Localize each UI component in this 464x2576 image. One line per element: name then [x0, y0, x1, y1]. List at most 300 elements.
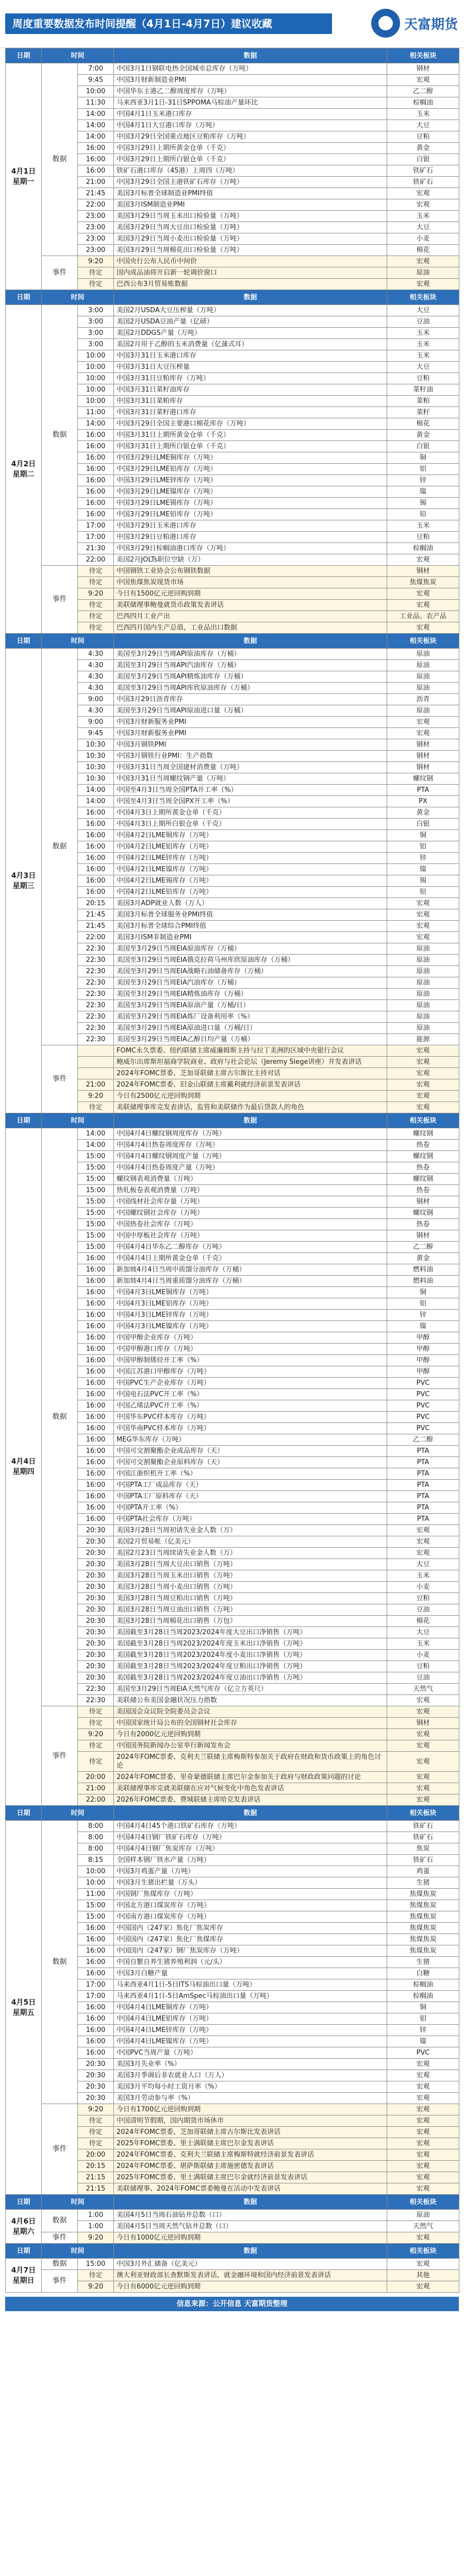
time-cell: 16:00 [78, 1934, 114, 1945]
type-cell-event: 事件 [42, 2270, 78, 2293]
time-cell: 8:00 [78, 1832, 114, 1843]
data-cell: 中国3月29日全国主港铁矿石库存（万吨） [114, 177, 387, 188]
data-cell: 中国3月29日LME镍库存（万吨） [114, 486, 387, 498]
variety-cell: 大豆 [387, 120, 459, 131]
time-cell: 16:00 [78, 509, 114, 520]
data-cell: 美国至3月29日当周EIA战略石油储备库存（万桶） [114, 966, 387, 977]
variety-cell: 燃料油 [387, 1264, 459, 1276]
time-cell: 23:00 [78, 245, 114, 256]
variety-cell: 宏观 [387, 1695, 459, 1706]
time-cell: 16:00 [78, 1514, 114, 1525]
time-cell: 16:00 [78, 1457, 114, 1468]
variety-cell: PTA [387, 1457, 459, 1468]
time-cell: 21:45 [78, 188, 114, 199]
variety-cell: 宏观 [387, 199, 459, 211]
variety-cell: PTA [387, 1514, 459, 1525]
variety-cell: 铝 [387, 841, 459, 853]
data-cell: 美国至3月29日当周API原油进口量（万桶） [114, 705, 387, 717]
time-cell: 16:00 [78, 441, 114, 452]
data-cell: 中国华东主港乙二醇周度库存（万吨） [114, 86, 387, 97]
col-header-date: 日期 [6, 1113, 42, 1128]
time-cell: 1:00 [78, 2221, 114, 2232]
time-cell: 15:00 [78, 1196, 114, 1208]
data-cell: 中国3月31日大豆压榨量 [114, 362, 387, 373]
time-cell: 16:00 [78, 1423, 114, 1434]
col-header-variety: 相关板块 [387, 48, 459, 63]
type-cell-event: 事件 [42, 256, 78, 290]
table-header-row [6, 2244, 459, 2259]
time-cell: 16:00 [78, 1344, 114, 1355]
variety-cell: 宏观 [387, 2138, 459, 2149]
variety-cell: 钢材 [387, 762, 459, 773]
data-cell: 2025年FOMC票委、里士满联储主席巴尔金发表讲话 [114, 2138, 387, 2149]
time-cell: 16:00 [78, 1491, 114, 1502]
data-cell: 美联储理事、2024年FOMC票委鲍曼在活动中发表讲话 [114, 2183, 387, 2195]
data-cell: MEG华东库存（万吨） [114, 1434, 387, 1446]
col-header-time: 时间 [42, 1113, 114, 1128]
data-cell: 中国3月31日上期所黄金仓单（千克） [114, 430, 387, 441]
variety-cell: 原油 [387, 966, 459, 977]
time-cell: 3:00 [78, 339, 114, 350]
variety-cell: 沥青 [387, 694, 459, 705]
day-cell [6, 2259, 42, 2293]
time-cell: 15:00 [78, 2259, 114, 2270]
day-weekday: 星期日 [12, 2276, 35, 2285]
data-cell: 马来西亚3月1日-31日SPPOMA马棕油产量环比 [114, 97, 387, 109]
col-header-date: 日期 [6, 48, 42, 63]
time-cell: 待定 [78, 1740, 114, 1752]
data-cell: 美国3月29日当周棉花出口检验量（万吨） [114, 245, 387, 256]
variety-cell: 豆粕 [387, 373, 459, 384]
day-cell [6, 1128, 42, 1806]
variety-cell: 豆油 [387, 316, 459, 328]
variety-cell: 铜 [387, 2002, 459, 2013]
variety-cell: 原油 [387, 1011, 459, 1023]
time-cell: 待定 [78, 611, 114, 622]
data-cell: 中国PVC当周产量（万吨） [114, 2047, 387, 2059]
data-cell: 中国国内（247家）钢厂焦炭库存（万吨） [114, 1945, 387, 1957]
variety-cell: 宏观 [387, 2081, 459, 2093]
data-cell: 中国乙烯法PVC开工率（%） [114, 1400, 387, 1412]
variety-cell: 原油 [387, 267, 459, 279]
variety-cell: 白银 [387, 154, 459, 165]
variety-cell: 焦煤焦炭 [387, 577, 459, 588]
time-cell: 9:20 [78, 588, 114, 600]
time-cell: 16:00 [78, 1310, 114, 1321]
data-cell: 中国4月3日LME镍库存（万吨） [114, 1321, 387, 1332]
time-cell: 14:00 [78, 418, 114, 430]
day-cell [6, 305, 42, 634]
time-cell: 16:00 [78, 830, 114, 841]
day-date: 4月2日 [11, 460, 36, 468]
time-cell: 22:30 [78, 966, 114, 977]
data-cell: 美国3月28日当周豆粕出口销售（万吨） [114, 1593, 387, 1604]
time-cell: 22:30 [78, 1695, 114, 1706]
variety-cell: 铅 [387, 509, 459, 520]
time-cell: 16:00 [78, 165, 114, 177]
variety-cell: 铁矿石 [387, 1855, 459, 1866]
variety-cell: 大豆 [387, 222, 459, 233]
variety-cell: 宏观 [387, 1102, 459, 1113]
time-cell: 21:45 [78, 909, 114, 921]
time-cell: 20:30 [78, 2070, 114, 2081]
time-cell: 16:00 [78, 819, 114, 830]
event-row [6, 2232, 459, 2244]
time-cell: 11:30 [78, 97, 114, 109]
data-cell: 中国3月29日全国主要港口棉花库存（万吨） [114, 418, 387, 430]
time-cell: 14:00 [78, 785, 114, 796]
data-cell: 中国PVC生产企业库存（万吨） [114, 1378, 387, 1389]
data-cell: 中国3月29日豆粕港口库存 [114, 532, 387, 543]
variety-cell: PTA [387, 1446, 459, 1457]
col-header-variety: 相关板块 [387, 2244, 459, 2259]
time-cell: 20:30 [78, 2093, 114, 2104]
data-cell: 铁矿石港口库存（45港）上周四（万吨） [114, 165, 387, 177]
time-cell: 16:00 [78, 807, 114, 819]
time-cell: 21:00 [78, 177, 114, 188]
variety-cell: 宏观 [387, 1729, 459, 1740]
time-cell: 16:00 [78, 486, 114, 498]
time-cell: 16:00 [78, 887, 114, 898]
time-cell: 16:00 [78, 1321, 114, 1332]
data-cell: 2026年FOMC票委、费城联储主席哈克发表讲话 [114, 1794, 387, 1806]
data-cell: 中国4月3日LME锌库存（万吨） [114, 1310, 387, 1321]
variety-cell: 铝 [387, 2013, 459, 2025]
variety-cell: 锡 [387, 875, 459, 887]
data-row [6, 1821, 459, 1832]
time-cell: 待定 [78, 622, 114, 634]
time-cell: 8:15 [78, 1855, 114, 1866]
variety-cell: 镍 [387, 864, 459, 875]
data-cell: 中国3月31日菜粕库存 [114, 396, 387, 407]
time-cell: 17:00 [78, 1991, 114, 2002]
data-cell: 中国PTA工厂成品库存（天） [114, 1480, 387, 1491]
col-header-variety: 相关板块 [387, 290, 459, 305]
time-cell: 待定 [78, 1706, 114, 1718]
variety-cell: 热卷 [387, 1219, 459, 1230]
time-cell: 16:00 [78, 1923, 114, 1934]
variety-cell: 甲醇 [387, 1344, 459, 1355]
variety-cell: 豆粕 [387, 1661, 459, 1672]
data-cell: 2024年FOMC票委、芝加哥联储主席古尔斯比发表讲话 [114, 2127, 387, 2138]
variety-cell: 原油 [387, 649, 459, 660]
table-header-row [6, 290, 459, 305]
col-header-time: 时间 [42, 2244, 114, 2259]
variety-cell: 菜籽 [387, 407, 459, 418]
time-cell: 16:00 [78, 464, 114, 475]
day-cell [6, 649, 42, 1113]
time-cell: 16:00 [78, 1332, 114, 1344]
variety-cell: 宏观 [387, 2115, 459, 2127]
variety-cell: 白银 [387, 441, 459, 452]
col-header-variety: 相关板块 [387, 1806, 459, 1821]
variety-cell: PTA [387, 785, 459, 796]
data-cell: 美国3月标普全球制造业PMI终值 [114, 188, 387, 199]
variety-cell: 铝 [387, 1298, 459, 1310]
time-cell: 10:00 [78, 362, 114, 373]
variety-cell: 钢材 [387, 1718, 459, 1729]
type-cell-data: 数据 [42, 305, 78, 566]
variety-cell: 宏观 [387, 1706, 459, 1718]
data-cell: 中国钢厂焦煤库存（万吨） [114, 1889, 387, 1900]
variety-cell: 锌 [387, 475, 459, 486]
day-weekday: 星期二 [12, 470, 35, 479]
variety-cell: 玉米 [387, 1638, 459, 1650]
time-cell: 16:00 [78, 2047, 114, 2059]
variety-cell: 螺纹钢 [387, 1151, 459, 1162]
table-header-row [6, 48, 459, 63]
time-cell: 15:00 [78, 1219, 114, 1230]
time-cell: 16:00 [78, 1412, 114, 1423]
time-cell: 16:00 [78, 1298, 114, 1310]
data-cell: 美国2月贸易帐（亿美元） [114, 1536, 387, 1548]
time-cell: 22:30 [78, 955, 114, 966]
variety-cell: 宏观 [387, 1783, 459, 1794]
data-cell: 中国3月29日LME铝库存（万吨） [114, 464, 387, 475]
event-row [6, 1045, 459, 1057]
col-header-data: 数据 [114, 634, 387, 649]
variety-cell: 小麦 [387, 1650, 459, 1661]
data-cell: 今日有2000亿元逆回购到期 [114, 1729, 387, 1740]
variety-cell: 棕榈油 [387, 97, 459, 109]
variety-cell: 宏观 [387, 554, 459, 566]
event-row [6, 2104, 459, 2115]
data-cell: 马来西亚4月1日-5日ITS马棕油出口量（万吨） [114, 1979, 387, 1991]
variety-cell: 锌 [387, 1310, 459, 1321]
col-header-time: 时间 [42, 1806, 114, 1821]
variety-cell: 小麦 [387, 233, 459, 245]
variety-cell: 宏观 [387, 1045, 459, 1057]
time-cell: 16:00 [78, 1253, 114, 1264]
variety-cell: 宏观 [387, 1068, 459, 1079]
variety-cell: PVC [387, 1423, 459, 1434]
col-header-time: 时间 [42, 2195, 114, 2210]
data-cell: 中国3月29日沥青库存 [114, 694, 387, 705]
variety-cell: 白银 [387, 819, 459, 830]
variety-cell: 甲醇 [387, 1366, 459, 1378]
data-cell: 中国4月2日LME锌库存（万吨） [114, 853, 387, 864]
data-cell: 美国截至3月28日当周2023/2024年度豆粕出口净销售（万吨） [114, 1661, 387, 1672]
variety-cell: PVC [387, 1400, 459, 1412]
day-date: 4月5日 [11, 1998, 36, 2007]
data-cell: 今日有1000亿元逆回购到期 [114, 2232, 387, 2244]
data-cell: 中国3月31日上期所白银仓单（千克） [114, 441, 387, 452]
variety-cell: PVC [387, 1389, 459, 1400]
time-cell: 10:00 [78, 1877, 114, 1889]
time-cell: 14:00 [78, 109, 114, 120]
data-cell: 中国3月31日豆粕库存（万吨） [114, 373, 387, 384]
variety-cell: 豆油 [387, 1672, 459, 1684]
variety-cell: 豆油 [387, 1604, 459, 1616]
data-cell: 中国国家统计局公布的全国钢材社会库存 [114, 1718, 387, 1729]
variety-cell: 铝 [387, 464, 459, 475]
time-cell: 15:00 [78, 1230, 114, 1242]
time-cell: 3:00 [78, 305, 114, 316]
variety-cell: 钢材 [387, 739, 459, 751]
data-cell: 中国3月29日LME铅库存（万吨） [114, 509, 387, 520]
data-cell: 中国4月4日上期所黄金仓单（千克） [114, 1253, 387, 1264]
variety-cell: 能源 [387, 1034, 459, 1045]
time-cell: 16:00 [78, 2036, 114, 2047]
data-cell: 2024年FOMC票委、克利夫兰联储主席梅斯特就经济前景发表讲话 [114, 2149, 387, 2161]
data-cell: 美国2月USDA豆油产量（亿磅） [114, 316, 387, 328]
time-cell: 22:30 [78, 1684, 114, 1695]
time-cell: 16:00 [78, 1287, 114, 1298]
time-cell: 22:00 [78, 1794, 114, 1806]
variety-cell: 钢材 [387, 1196, 459, 1208]
data-cell: 中国央行公布人民币中间价 [114, 256, 387, 267]
data-cell: 美国3月28日当周大豆出口销售（万吨） [114, 1559, 387, 1570]
variety-cell: 棉花 [387, 418, 459, 430]
variety-cell: 宏观 [387, 1752, 459, 1772]
time-cell: 16:00 [78, 1434, 114, 1446]
time-cell: 10:30 [78, 762, 114, 773]
data-cell: 巴西四月国内生产总值，工业品出口数据 [114, 622, 387, 634]
variety-cell: 宏观 [387, 909, 459, 921]
variety-cell: 宏观 [387, 2281, 459, 2293]
time-cell: 16:00 [78, 1389, 114, 1400]
variety-cell: 原油 [387, 705, 459, 717]
time-cell: 10:00 [78, 384, 114, 396]
time-cell: 16:00 [78, 498, 114, 509]
variety-cell: 黄金 [387, 807, 459, 819]
brand-logo-text: 天富期货 [404, 16, 458, 32]
type-cell-event: 事件 [42, 1706, 78, 1806]
variety-cell: 热卷 [387, 1162, 459, 1174]
variety-cell: 宏观 [387, 2070, 459, 2081]
variety-cell: 宏观 [387, 1079, 459, 1091]
data-cell: 美联储公布美国金融状况压力指数 [114, 1695, 387, 1706]
time-cell: 10:30 [78, 751, 114, 762]
time-cell: 待定 [78, 2138, 114, 2149]
variety-cell: 玉米 [387, 339, 459, 350]
data-cell: 中国线材社会库存量（万吨） [114, 1196, 387, 1208]
time-cell: 16:00 [78, 1276, 114, 1287]
time-cell: 15:00 [78, 1208, 114, 1219]
variety-cell: 黄金 [387, 430, 459, 441]
col-header-data: 数据 [114, 1806, 387, 1821]
time-cell: 20:30 [78, 1638, 114, 1650]
type-cell-event: 事件 [42, 2104, 78, 2195]
data-cell: 今日有1700亿元逆回购到期 [114, 2104, 387, 2115]
variety-cell: 焦煤焦炭 [387, 1923, 459, 1934]
data-cell: 美国3月失业率（%） [114, 2059, 387, 2070]
time-cell: 待定 [78, 267, 114, 279]
time-cell: 16:00 [78, 1378, 114, 1389]
variety-cell: 螺纹钢 [387, 1128, 459, 1140]
variety-cell: PVC [387, 2047, 459, 2059]
variety-cell: 宏观 [387, 1772, 459, 1783]
data-cell: 美国至3月29日当周EIA炼厂设备利用率（%） [114, 1011, 387, 1023]
data-cell: 中国甲醇港口库存（万吨） [114, 1344, 387, 1355]
variety-cell: 棉花 [387, 245, 459, 256]
variety-cell: 钢材 [387, 566, 459, 577]
time-cell: 4:30 [78, 705, 114, 717]
time-cell: 16:00 [78, 430, 114, 441]
data-cell: 中国PTA工厂原料库存（天） [114, 1491, 387, 1502]
time-cell: 20:15 [78, 898, 114, 909]
time-cell: 待定 [78, 600, 114, 611]
col-header-time: 时间 [42, 48, 114, 63]
time-cell: 10:00 [78, 86, 114, 97]
data-cell: 中国3月白糖产量 [114, 1968, 387, 1979]
time-cell: 9:20 [78, 2281, 114, 2293]
data-cell: 美国2月DDGS产量（万吨） [114, 328, 387, 339]
variety-cell: 宏观 [387, 2127, 459, 2138]
time-cell: 10:00 [78, 1866, 114, 1877]
variety-cell: 玉米 [387, 109, 459, 120]
data-cell: 2025年FOMC票委、里士满联储主席巴尔金就经济前景发表讲话 [114, 2172, 387, 2183]
time-cell: 10:30 [78, 773, 114, 785]
col-header-variety: 相关板块 [387, 2195, 459, 2210]
event-row [6, 566, 459, 577]
time-cell: 20:00 [78, 1772, 114, 1783]
data-cell: 中国可交割聚酯企业原料库存（天） [114, 1457, 387, 1468]
variety-cell: 焦煤焦炭 [387, 1934, 459, 1945]
variety-cell: PX [387, 796, 459, 807]
time-cell: 17:00 [78, 520, 114, 532]
data-cell: 中国4月2日LME铅库存（万吨） [114, 887, 387, 898]
day-date: 4月1日 [11, 167, 36, 176]
time-cell: 21:15 [78, 2183, 114, 2195]
day-date: 4月3日 [11, 871, 36, 880]
variety-cell: 黄金 [387, 1253, 459, 1264]
time-cell: 20:30 [78, 1536, 114, 1548]
data-cell: 今日有6000亿元逆回购到期 [114, 2281, 387, 2293]
time-cell: 22:30 [78, 1011, 114, 1023]
variety-cell: 铁矿石 [387, 1821, 459, 1832]
type-cell-data: 数据 [42, 649, 78, 1045]
data-cell: 美国3月标普全球综合PMI终值 [114, 921, 387, 932]
variety-cell: 大豆 [387, 1627, 459, 1638]
data-cell: 美国3月28日当周棉花出口销售（万包） [114, 1616, 387, 1627]
day-weekday: 星期五 [12, 2008, 35, 2017]
time-cell: 1:00 [78, 2210, 114, 2221]
time-cell: 15:00 [78, 1162, 114, 1174]
data-cell: 美国至3月29日当周EIA原油进口量（万桶/日） [114, 1023, 387, 1034]
variety-cell: 玉米 [387, 350, 459, 362]
data-cell: 中国4月2日LME锡库存（万吨） [114, 875, 387, 887]
data-cell: 中国3月财新制造业PMI [114, 75, 387, 86]
data-cell: 中国4月1日大豆港口库存（万吨） [114, 120, 387, 131]
time-cell: 待定 [78, 1102, 114, 1113]
variety-cell: 宏观 [387, 2149, 459, 2161]
variety-cell: 玉米 [387, 328, 459, 339]
variety-cell: 宏观 [387, 2183, 459, 2195]
time-cell: 16:00 [78, 1468, 114, 1480]
data-cell: 中国3月31日玉米港口库存 [114, 350, 387, 362]
variety-cell: 宏观 [387, 1057, 459, 1068]
data-cell: 美国国会众议院全院委员会会议 [114, 1706, 387, 1718]
variety-cell: 宏观 [387, 2172, 459, 2183]
data-cell: 中国国内（247家）焦化厂焦炭库存 [114, 1923, 387, 1934]
data-cell: 美国2月用于乙醇的玉米消费量（亿蒲式耳） [114, 339, 387, 350]
data-cell: 巴西四月工业产出 [114, 611, 387, 622]
variety-cell: 豆粕 [387, 532, 459, 543]
type-cell-data: 数据 [42, 63, 78, 256]
variety-cell: 宏观 [387, 622, 459, 634]
time-cell: 20:30 [78, 1593, 114, 1604]
variety-cell: 铁矿石 [387, 177, 459, 188]
data-cell: 巴西公布3月贸易账数据 [114, 279, 387, 290]
data-cell: 美国3月28日当周小麦出口销售（万吨） [114, 1582, 387, 1593]
time-cell: 23:00 [78, 211, 114, 222]
variety-cell: 宏观 [387, 932, 459, 943]
data-cell: 美国至3月29日当周API汽油库存（万桶） [114, 660, 387, 671]
time-cell: 20:30 [78, 1548, 114, 1559]
time-cell: 16:00 [78, 853, 114, 864]
data-cell: 中国至4月3日当周全国PTA开工率（%） [114, 785, 387, 796]
